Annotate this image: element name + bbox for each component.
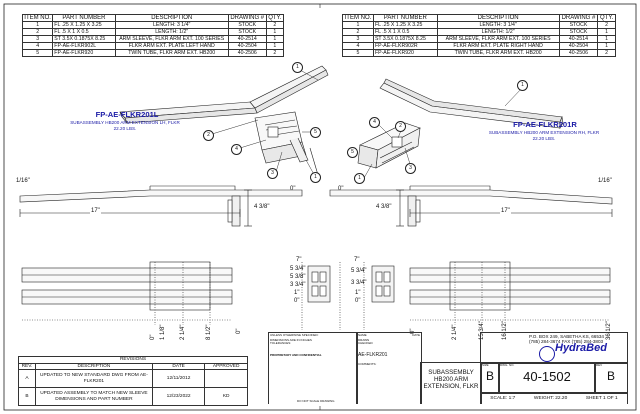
- bom-cell: LENGTH: 3 1/4": [115, 22, 228, 29]
- dim-left-17: 17": [91, 208, 100, 214]
- bom-cell: 1: [598, 29, 616, 36]
- bom-cell: FLKR ARM EXT. PLATE RIGHT HAND: [437, 43, 559, 50]
- dim-bottom-right-4: 16 1/2": [502, 321, 508, 340]
- right-assembly-part-number: FP-AE-FLKR201R: [513, 120, 577, 129]
- bom-header-part: PART NUMBER: [53, 15, 115, 22]
- revisions-cell: UPDATED TO NEW STANDARD DWG FROM AE-FLKR201: [35, 370, 152, 388]
- dim-side-right-4: 0": [355, 298, 361, 304]
- bom-cell: 40-2506: [228, 50, 266, 57]
- bom-cell: 1: [266, 29, 283, 36]
- rev-label: REV: [596, 363, 603, 367]
- scale-row: [480, 392, 628, 404]
- bom-cell: ST 3.5X 0.1875X 8.25: [373, 36, 437, 43]
- dim-bottom-right-1: 0": [410, 328, 416, 334]
- unless-specified-text: UNLESS OTHERWISE SPECIFIED:: [270, 333, 319, 337]
- title-block: [268, 332, 628, 404]
- revisions-header-rev: REV.: [19, 363, 36, 370]
- drawn-label: DRAWN: [358, 337, 370, 342]
- bom-cell: 1: [598, 36, 616, 43]
- bom-cell: 2: [598, 50, 616, 57]
- tolerances-text: TOLERANCES:: [270, 341, 292, 346]
- dim-bottom-left-end: 0": [236, 328, 242, 334]
- bom-cell: 2: [343, 29, 374, 36]
- balloon-left-4: 4: [231, 144, 242, 155]
- do-not-scale-text: DO NOT SCALE DRAWING: [297, 399, 335, 404]
- dim-right-17: 17": [501, 208, 510, 214]
- dim-side-seven-right: 7": [354, 257, 360, 263]
- logo-badge-icon: [539, 346, 555, 362]
- dims-note-text: DIMENSIONS ARE IN INCHES: [270, 337, 312, 342]
- dim-side-seven-left: 7": [296, 257, 302, 263]
- bom-cell: 1: [23, 22, 53, 29]
- bom-cell: 40-2514: [228, 36, 266, 43]
- bom-cell: LENGTH: 1/2": [115, 29, 228, 36]
- bom-cell: 40-2506: [559, 50, 598, 57]
- company-phone: (785) 284-3674 FAX (785) 284-3803: [529, 339, 604, 344]
- date-label: DATE: [412, 333, 420, 337]
- dim-right-height: 4 3/8": [376, 204, 392, 210]
- side-section-view: [302, 262, 394, 330]
- unless-specified-box: [268, 332, 358, 404]
- dim-side-left-5: 0": [294, 298, 300, 304]
- bom-header-qty: QTY.: [266, 15, 283, 22]
- hydrabed-logo: HydraBed: [555, 342, 607, 354]
- revisions-header-date: DATE: [152, 363, 204, 370]
- bom-cell: FP-AE-FLKR902R: [373, 43, 437, 50]
- balloon-right-3: 3: [405, 163, 416, 174]
- dim-bottom-right-2: 2 1/4": [452, 324, 458, 340]
- bom-header-drawing: DRAWING #: [559, 15, 598, 22]
- dwg-no-box: [498, 362, 596, 394]
- bom-cell: 1: [266, 43, 283, 50]
- bom-header-item: ITEM NO.: [343, 15, 374, 22]
- bom-cell: FP-AE-FLKR920: [373, 50, 437, 57]
- revisions-cell: A: [19, 370, 36, 388]
- balloon-right-4: 4: [369, 117, 380, 128]
- bom-cell: FL .25 X 1.25 X 3.25: [373, 22, 437, 29]
- drawing-title: SUBASSEMBLY HB200 ARM EXTENSION, FLKR: [423, 369, 479, 391]
- bom-cell: STOCK: [559, 22, 598, 29]
- dim-side-left-1: 5 3/4": [290, 266, 306, 272]
- dim-right-zero: 0": [338, 186, 344, 192]
- right-assembly-description: SUBASSEMBLY HB200 ARM EXTENSION RH, FLKR: [488, 130, 600, 135]
- balloon-left-2: 2: [203, 130, 214, 141]
- bom-header-part: PART NUMBER: [373, 15, 437, 22]
- bom-cell: FL .25 X 1.25 X 3.25: [53, 22, 115, 29]
- dim-side-left-2: 5 3/8": [290, 274, 306, 280]
- bom-cell: FLKR ARM EXT. PLATE LEFT HAND: [115, 43, 228, 50]
- balloon-left-5: 5: [310, 127, 321, 138]
- scale-value: SCALE: 1:7: [490, 396, 516, 402]
- rev-value: B: [606, 368, 615, 383]
- bom-cell: 5: [343, 50, 374, 57]
- bom-cell: 4: [23, 43, 53, 50]
- dim-bottom-left-3: 2 1/4": [180, 324, 186, 340]
- bom-cell: TWIN TUBE, FLKR ARM EXT. HB200: [437, 50, 559, 57]
- bom-cell: STOCK: [559, 29, 598, 36]
- dim-side-right-2: 3 3/4": [351, 280, 367, 286]
- bom-cell: 3: [23, 36, 53, 43]
- revisions-row: [19, 388, 248, 406]
- balloon-right-5: 5: [347, 147, 358, 158]
- bom-cell: LENGTH: 3 1/4": [437, 22, 559, 29]
- rev-box: [594, 362, 628, 394]
- size-label: SIZE: [482, 363, 489, 367]
- balloon-left-1: 1: [292, 62, 303, 73]
- revisions-title: REVISIONS: [19, 357, 248, 364]
- bom-cell: 4: [343, 43, 374, 50]
- bom-cell: TWIN TUBE, FLKR ARM EXT. HB200: [115, 50, 228, 57]
- bom-cell: 40-2504: [559, 43, 598, 50]
- revisions-cell: 12/23/2022: [152, 388, 204, 406]
- revisions-header-description: DESCRIPTION: [35, 363, 152, 370]
- size-value: B: [485, 368, 494, 383]
- part-number: AE-FLKR201: [358, 351, 388, 358]
- bom-cell: 1: [343, 22, 374, 29]
- bom-cell: ARM SLEEVE, FLKR ARM EXT. 100 SERIES: [115, 36, 228, 43]
- company-box: [480, 332, 628, 364]
- balloon-left-1b: 1: [310, 172, 321, 183]
- dim-bottom-left-4: 8 1/2": [206, 324, 212, 340]
- bom-cell: 40-2514: [559, 36, 598, 43]
- revisions-cell: KD: [205, 388, 248, 406]
- bom-cell: 2: [266, 50, 283, 57]
- balloon-right-1b: 1: [354, 173, 365, 184]
- bom-header-item: ITEM NO.: [24, 15, 51, 21]
- sheet-value: SHEET 1 OF 1: [585, 396, 618, 402]
- revisions-cell: B: [19, 388, 36, 406]
- revisions-header-approved: APPROVED: [205, 363, 248, 370]
- company-address: P.O. BOX 249, SABETHA KS, 66534: [529, 334, 604, 339]
- dim-bottom-right-end: 36 1/2": [606, 321, 612, 340]
- bom-cell: 5: [23, 50, 53, 57]
- size-box: [480, 362, 500, 394]
- dim-side-right-1: 5 3/4": [351, 268, 367, 274]
- dim-bottom-left-2: 1 1/8": [160, 324, 166, 340]
- dim-bottom-left-1: 0": [150, 334, 156, 340]
- comments-label: COMMENTS:: [358, 362, 377, 367]
- dwg-no-label: DWG. NO.: [500, 363, 515, 367]
- name-date-box: [356, 332, 422, 404]
- balloon-right-1: 1: [517, 80, 528, 91]
- dim-bottom-right-3: 15 3/4": [479, 321, 485, 340]
- bom-cell: FP-AE-FLKR902L: [53, 43, 115, 50]
- dim-right-angle: 1/16": [598, 178, 612, 184]
- bom-cell: FL .5 X 1 X 0.5: [373, 29, 437, 36]
- dim-side-left-4: 1": [294, 290, 300, 296]
- bom-cell: 2: [598, 22, 616, 29]
- bom-header-description: DESCRIPTION: [115, 15, 228, 22]
- bom-cell: 1: [266, 36, 283, 43]
- dim-side-left-3: 3 3/4": [290, 282, 306, 288]
- title-box: [420, 362, 482, 404]
- revisions-row: [19, 370, 248, 388]
- bom-cell: FL .5 X 1 X 0.5: [53, 29, 115, 36]
- weight-value: WEIGHT: 22.20: [533, 396, 568, 402]
- bom-header-qty: QTY.: [598, 15, 616, 22]
- revisions-cell: [205, 370, 248, 388]
- bom-cell: 3: [343, 36, 374, 43]
- right-plan-view: [410, 262, 610, 325]
- bom-header-description: DESCRIPTION: [437, 15, 559, 22]
- dim-left-height: 4 3/8": [254, 204, 270, 210]
- name-label: NAME: [358, 333, 367, 337]
- left-assembly-part-number: FP-AE-FLKR201L: [95, 110, 159, 119]
- left-plan-view: [22, 262, 232, 325]
- bom-cell: ARM SLEEVE, FLKR ARM EXT. 100 SERIES: [437, 36, 559, 43]
- bom-cell: STOCK: [228, 29, 266, 36]
- bom-cell: FP-AE-FLKR920: [53, 50, 115, 57]
- bom-cell: 2: [23, 29, 53, 36]
- bom-cell: 2: [266, 22, 283, 29]
- dim-left-angle: 1/16": [16, 178, 30, 184]
- bom-cell: ST 3.5X 0.1875X 8.25: [53, 36, 115, 43]
- bom-cell: 1: [598, 43, 616, 50]
- bom-cell: STOCK: [228, 22, 266, 29]
- balloon-right-2: 2: [395, 121, 406, 132]
- dwg-no-value: 40-1502: [523, 368, 571, 384]
- balloon-left-3: 3: [267, 168, 278, 179]
- checked-label: CHECKED: [358, 341, 373, 346]
- dim-side-right-3: 1": [355, 290, 361, 296]
- proprietary-text: PROPRIETARY AND CONFIDENTIAL: [270, 352, 322, 357]
- left-assembly-description: SUBASSEMBLY HB200 ARM EXTENSION LH, FLKR: [70, 120, 180, 125]
- revisions-table: [18, 356, 248, 406]
- bom-cell: 40-2504: [228, 43, 266, 50]
- right-assembly-weight: 22.20 LBS.: [532, 136, 556, 141]
- revisions-cell: 12/11/2012: [152, 370, 204, 388]
- bom-cell: LENGTH: 1/2": [437, 29, 559, 36]
- right-front-view: [330, 186, 612, 226]
- dim-left-zero: 0": [290, 186, 296, 192]
- bom-header-drawing: DRAWING #: [230, 15, 265, 21]
- left-assembly-weight: 22.20 LBS.: [113, 126, 137, 131]
- revisions-cell: UPDATED ASSEMBLY TO MATCH NEW SLEEVE DIMENSIONS AND PART NUMBER: [35, 388, 152, 406]
